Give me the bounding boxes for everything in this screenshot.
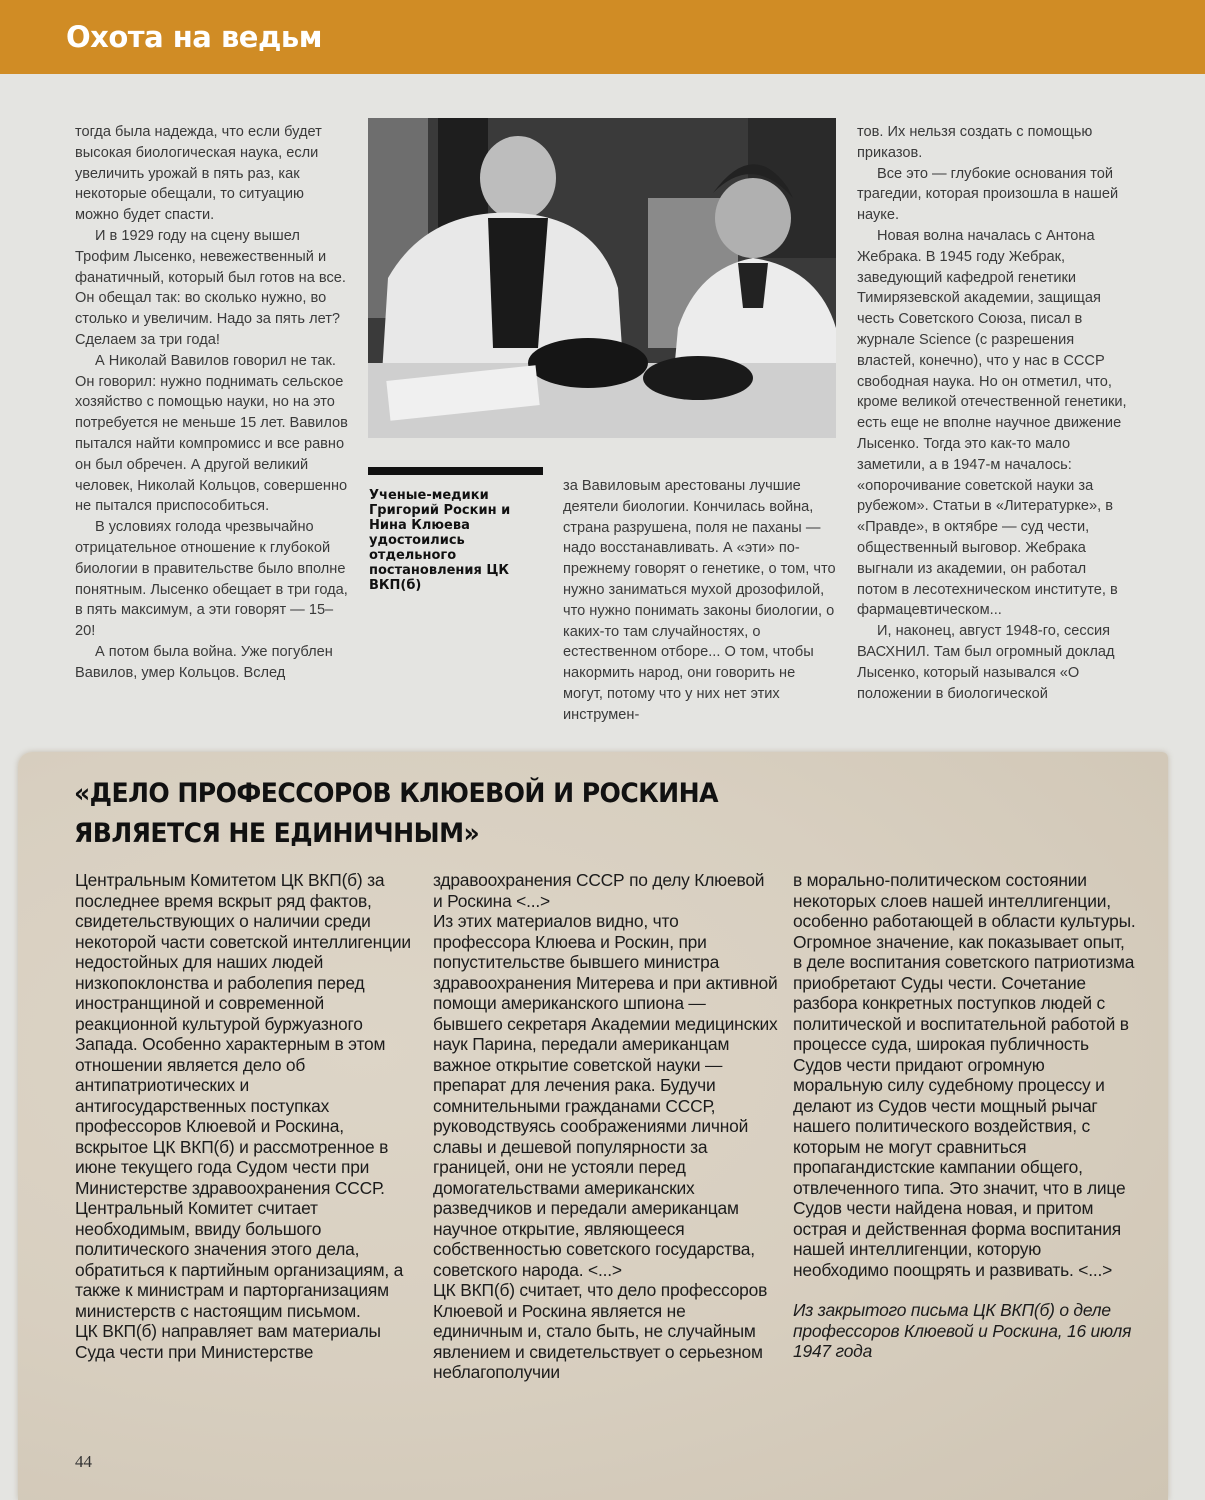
paragraph: В условиях голода чрезвычайно отрицательное отношение к глубокой биологии в правительстве было вполне понятным. Лысенко обещает в три года, в пять максимум, а эти говорят — 15–20! (75, 519, 348, 640)
paragraph: И в 1929 году на сцену вышел Трофим Лысенко, невежественный и фанатичный, который был готов на все. Он обещал так: во сколько нужно, во столько и увеличим. Надо за пять лет? Сделаем за три года! (75, 227, 346, 348)
paragraph: А Николай Вавилов говорил не так. Он говорил: нужно поднимать сельское хозяйство с помощью науки, но на это потребуется не меньше 15 лет. Вавилов пытался найти компромисс и все равно он был обречен. А другой великий человек, Николай Кольцов, совершенно не пытался приспособиться. (75, 352, 348, 515)
document-column-3 (793, 870, 1138, 1362)
paragraph: Центральный Комитет считает необходимым, ввиду большого политического значения этого дела, обратиться к партийным организациям, а также к министрам и парторганизациям министерств с настоящим письмом. (75, 1198, 404, 1321)
article-column-3 (857, 122, 1127, 704)
paragraph: И, наконец, август 1948-го, сессия ВАСХНИЛ. Там был огромный доклад Лысенко, который назывался «О положении в биологической (857, 623, 1115, 702)
paragraph: Из этих материалов видно, что профессора Клюева и Роскин, при попустительстве бывшего министра здравоохранения Митерева и при активной помощи американского шпиона — бывшего секретаря Академии медицинских наук Парина, передали американцам важное открытие советской науки — препарат для лечения рака. Будучи сомнительными гражданами СССР, руководствуясь соображениями личной славы и дешевой популярности за границей, они не устояли перед домогательствами американских разведчиков и передали американцам научное открытие, являющееся собственностью советского государства, советского народа. <...> (433, 911, 778, 1280)
scientists-photo (368, 118, 836, 438)
paragraph: тов. Их нельзя создать с помощью приказов. (857, 124, 1093, 161)
document-column-2 (433, 870, 778, 1383)
paragraph: тогда была надежда, что если будет высокая биологическая наука, если увеличить урожай в пять раз, как некоторые обещали, то ситуацию можно будет спасти. (75, 124, 322, 224)
paragraph: А потом была война. Уже погублен Вавилов, умер Кольцов. Вслед (75, 643, 333, 681)
document-source: Из закрытого письма ЦК ВКП(б) о деле профессоров Клюевой и Роскина, 16 июля 1947 года (793, 1300, 1132, 1361)
paragraph: за Вавиловым арестованы лучшие деятели биологии. Кончилась война, страна разрушена, поля не паханы — надо восстанавливать. А «эти» по-прежнему говорят о генетике, о том, что нужно заниматься мухой дрозофилой, что нужно понимать законы биологии, о каких-то там случайностях, о естественном отборе... О том, чтобы накормить народ, они говорить не могут, потому что у них нет этих инструмен- (563, 478, 836, 723)
paragraph: в морально-политическом состоянии некоторых слоев нашей интеллигенции, особенно работающей в области культуры. (793, 870, 1136, 931)
photo-caption: Ученые-медики Григорий Роскин и Нина Клюева удостоились отдельного постановления ЦК ВКП(б) (369, 488, 511, 593)
paragraph: ЦК ВКП(б) направляет вам материалы Суда чести при Министерстве (75, 1321, 381, 1362)
document-insert-title: «ДЕЛО ПРОФЕССОРОВ КЛЮЕВОЙ И РОСКИНА ЯВЛЯЕТСЯ НЕ ЕДИНИЧНЫМ» (74, 778, 718, 849)
photo-illustration (368, 118, 836, 438)
caption-divider (368, 467, 543, 475)
page-number: 44 (75, 1452, 92, 1471)
section-header-band (0, 0, 1205, 74)
section-title: Охота на ведьм (66, 20, 322, 54)
document-column-1 (75, 870, 420, 1362)
paragraph: Огромное значение, как показывает опыт, в деле воспитания советского патриотизма приобретают Суды чести. Сочетание разбора конкретных поступков людей с политической и воспитательной работой в процессе суда, широкая публичность Судов чести придают огромную моральную силу судебному процессу и делают из Судов чести мощный рычаг нашего политического воздействия, с которым не могут сравниться пропагандистские кампании общего, отвлеченного типа. Это значит, что в лице Судов чести найдена новая, и притом острая и действенная форма воспитания нашей интеллигенции, которую необходимо поощрять и развивать. <...> (793, 931, 1135, 1280)
paragraph: Все это — глубокие основания той трагедии, которая произошла в нашей науке. (857, 165, 1119, 224)
paragraph: Новая волна началась с Антона Жебрака. В 1945 году Жебрак, заведующий кафедрой генетики Тимирязевской академии, защищая честь Советского Союза, писал в журнале Science (с разрешения властей, конечно), что у нас в СССР свободная наука. Но он отметил, что, кроме великой отечественной генетики, есть еще не вполне научное движение Лысенко. Тогда это как-то мало заметили, а в 1947-м началось: «опорочивание советской науки за рубежом». Статьи в «Литературке», в «Правде», в октябре — суд чести, общественный выговор. Жебрака выгнали из академии, он работал потом в лесотехническом институте, в фармацевтическом... (857, 227, 1127, 619)
paragraph: Центральным Комитетом ЦК ВКП(б) за последнее время вскрыт ряд фактов, свидетельствующих о наличии среди некоторой части советской интеллигенции недостойных для наших людей низкопоклонства и раболепия перед иностранщиной и современной реакционной культурой буржуазного Запада. Особенно характерным в этом отношении является дело об антипатриотических и антигосударственных поступках профессоров Клюевой и Роскина, вскрытое ЦК ВКП(б) и рассмотренное в июне текущего года Судом чести при Министерстве здравоохранения СССР. (75, 870, 411, 1198)
article-column-2 (563, 476, 838, 726)
paragraph: ЦК ВКП(б) считает, что дело профессоров Клюевой и Роскина является не единичным и, стало быть, не случайным явлением и свидетельствует о серьезном неблагополучии (433, 1280, 768, 1382)
article-column-1 (75, 122, 350, 684)
paragraph: здравоохранения СССР по делу Клюевой и Роскина <...> (433, 870, 765, 911)
